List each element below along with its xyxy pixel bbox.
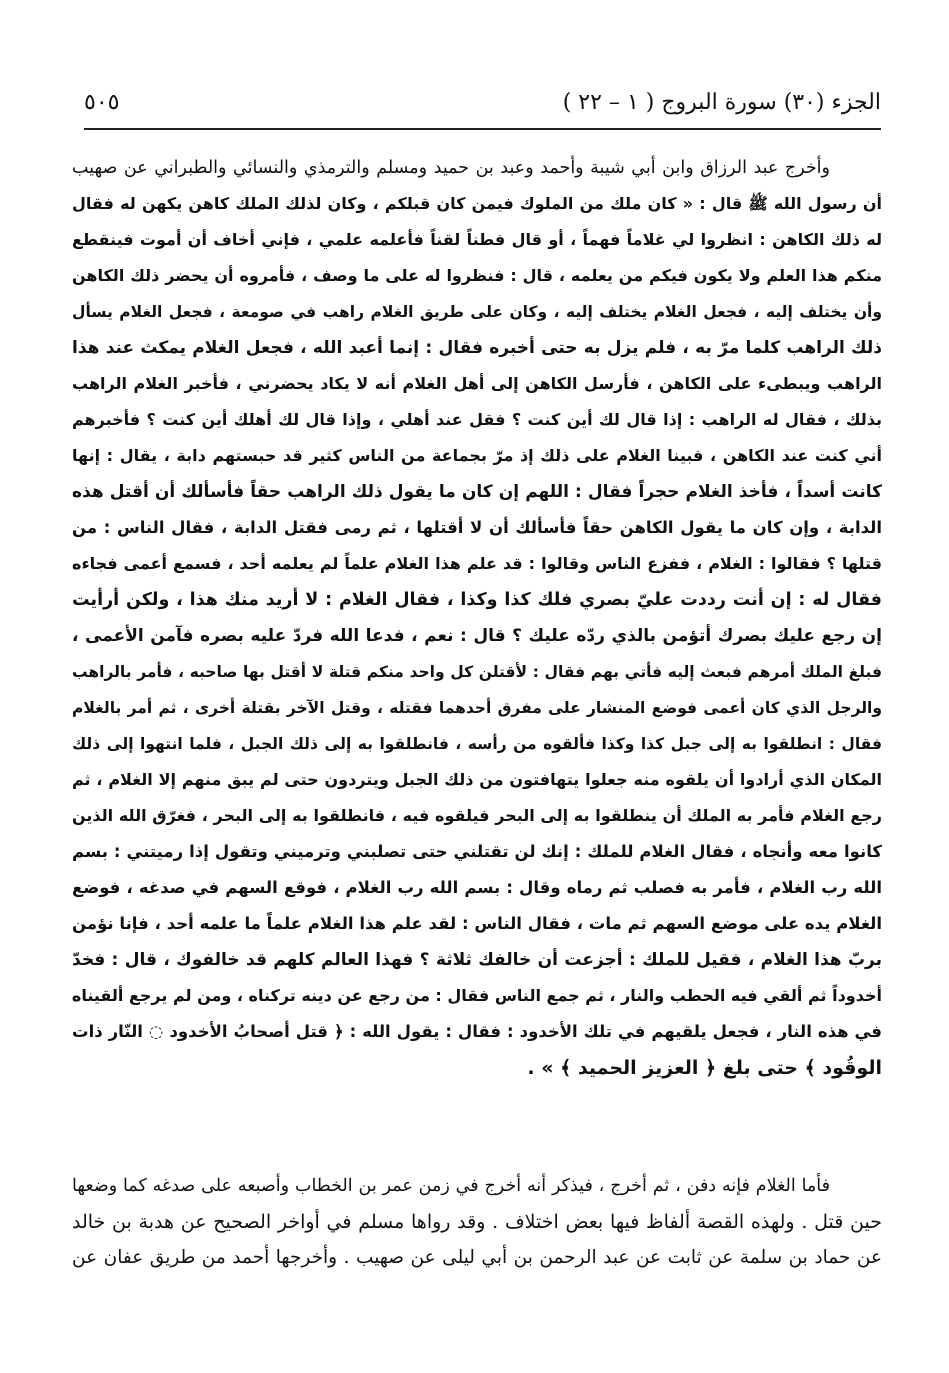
- page-number: ٥٠٥: [84, 90, 120, 115]
- text-line: بربّ هذا الغلام ، فقيل للملك : أجزعت أن خالفك ثلاثة ؟ فهذا العالم كلهم قد خالفوك ، قال : فخدّ: [72, 950, 882, 970]
- text-line: فقال : انطلقوا به إلى جبل كذا وكذا فألقوه من رأسه ، فانطلقوا به إلى ذلك الجبل ، فلما انتهوا إلى ذلك: [72, 735, 882, 753]
- text-line: ذلك الراهب كلما مرّ به ، فلم يزل به حتى أخبره فقال : إنما أعبد الله ، فجعل الغلام يمكث عند هذا: [72, 338, 882, 358]
- text-line: والرجل الذي كان أعمى فوضع المنشار على مفرق أحدهما فقتله ، وقتل الآخر بقتلة أخرى ، ثم أمر بالغلام: [72, 699, 882, 717]
- text-line: في هذه النار ، فجعل يلقيهم في تلك الأخدود : فقال : يقول الله : ﴿ قتل أصحابُ الأخدود ◌ النّار ذات: [72, 1022, 882, 1041]
- text-line: أخدوداً ثم ألقي فيه الحطب والنار ، ثم جمع الناس فقال : من رجع عن دينه تركناه ، ومن لم يرجع ألقيناه: [72, 986, 882, 1005]
- text-line: أن رسول الله ﷺ قال : « كان ملك من الملوك فيمن كان قبلكم ، وكان لذلك الملك كاهن يكهن له فقال: [72, 194, 882, 213]
- text-line: له ذلك الكاهن : انظروا لي غلاماً فهماً ، أو قال فطناً لقناً فأعلمه علمي ، فإني أخاف أن أموت فينقطع: [72, 230, 882, 249]
- text-line: عن حماد بن سلمة عن ثابت عن عبد الرحمن بن أبي ليلى عن صهيب . وأخرجها أحمد من طريق عفان عن: [72, 1247, 882, 1268]
- text-line: المكان الذي أرادوا أن يلقوه منه جعلوا يتهافتون من ذلك الجبل ويتردون حتى لم يبق منهم إلا الغلام ، ثم: [72, 770, 882, 789]
- page-header: [84, 88, 881, 130]
- text-line: حين قتل . ولهذه القصة ألفاظ فيها بعض اختلاف . وقد رواها مسلم في أواخر الصحيح عن هدبة بن خالد: [72, 1211, 882, 1233]
- text-line: الدابة ، وإن كان ما يقول الكاهن حقاً فأسألك أن لا أقتلها ، ثم رمى فقتل الدابة ، فقال الناس : من: [72, 518, 882, 537]
- text-line: إن رجع عليك بصرك أتؤمن بالذي ردّه عليك ؟ قال : نعم ، فدعا الله فردّ عليه بصره فآمن الأعمى ،: [72, 626, 882, 646]
- text-line: فبلغ الملك أمرهم فبعث إليه فأتي بهم فقال : لأقتلن كل واحد منكم قتلة لا أقتل بها صاحبه ، فأمر بالراهب: [72, 663, 882, 681]
- text-line: الله رب الغلام ، فأمر به فصلب ثم رماه وقال : بسم الله رب الغلام ، فوقع السهم في صدغه ، فوضع: [72, 878, 882, 897]
- text-line: كانوا معه وأنجاه ، فقال الغلام للملك : إنك لن تقتلني حتى تصلبني وترميني وتقول إذا رميتني : بسم: [72, 842, 882, 861]
- text-line: وأن يختلف إليه ، فجعل الغلام يختلف إليه ، وكان على طريق الغلام راهب في صومعة ، فجعل الغلام يسأل: [72, 303, 882, 321]
- running-title: الجزء (٣٠) سورة البروج ( ١ – ٢٢ ): [562, 90, 881, 115]
- text-line: الوقُود ﴾ حتى بلغ ﴿ العزيز الحميد ﴾ » .: [527, 1057, 882, 1079]
- text-line: منكم هذا العلم ولا يكون فيكم من يعلمه ، قال : فنظروا له على ما وصف ، فأمروه أن يحضر ذلك الكاهن: [72, 266, 882, 285]
- text-line: الغلام يده على موضع السهم ثم مات ، فقال الناس : لقد علم هذا الغلام علماً ما علمه أحد ، فإنا نؤمن: [72, 914, 882, 933]
- text-line: رجع الغلام فأمر به الملك أن ينطلقوا به إلى البحر فيلقوه فيه ، فانطلقوا به إلى البحر ، فغرّق الله الذين: [72, 806, 882, 825]
- text-line: فأما الغلام فإنه دفن ، ثم أخرج ، فيذكر أنه أخرج في زمن عمر بن الخطاب وأصبعه على صدغه كما وضعها: [72, 1176, 830, 1196]
- text-line: أني كنت عند الكاهن ، فبينا الغلام على ذلك إذ مرّ بجماعة من الناس كثير قد حبستهم دابة ، يقال : إنها: [72, 446, 882, 465]
- text-line: كانت أسداً ، فأخذ الغلام حجراً فقال : اللهم إن كان ما يقول ذلك الراهب حقاً فأسألك أن أقتل هذه: [72, 482, 882, 502]
- text-line: قتلها ؟ فقالوا : الغلام ، ففزع الناس وقالوا : قد علم هذا الغلام علماً لم يعلمه أحد ، فسمع أعمى فجاءه: [72, 554, 882, 573]
- text-line: بذلك ، فقال له الراهب : إذا قال لك أين كنت ؟ فقل عند أهلي ، وإذا قال لك أهلك أين كنت ؟ فأخبرهم: [72, 410, 882, 429]
- text-line: الراهب ويبطىء على الكاهن ، فأرسل الكاهن إلى أهل الغلام أنه لا يكاد يحضرني ، فأخبر الغلام الراهب: [72, 374, 882, 393]
- text-line: وأخرج عبد الرزاق وابن أبي شيبة وأحمد وعبد بن حميد ومسلم والترمذي والنسائي والطبراني عن صهيب: [72, 158, 830, 178]
- text-line: فقال له : إن أنت رددت عليّ بصري فلك كذا وكذا ، فقال الغلام : لا أريد منك هذا ، ولكن أرأيت: [72, 590, 882, 610]
